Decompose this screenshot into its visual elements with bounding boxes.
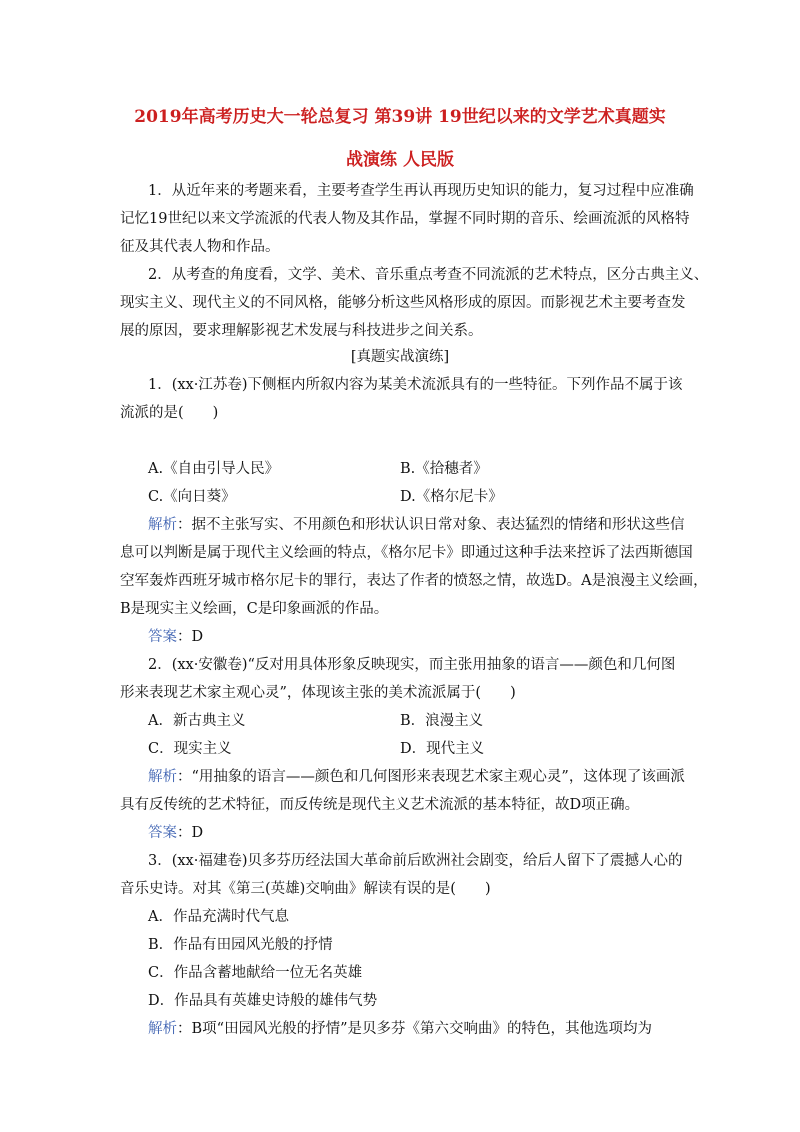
option-d: D．作品具有英雄史诗般的雄伟气势 (148, 993, 378, 1009)
analysis-label: 解析 (148, 1021, 177, 1037)
analysis-text: ：B项“田园风光般的抒情”是贝多芬《第六交响曲》的特色，其他选项均为 (177, 1021, 652, 1037)
answer-line (148, 824, 203, 842)
section-header: [真题实战演练] (350, 349, 450, 365)
option-b: B.《拾穗者》 (400, 461, 488, 477)
question-stem: 音乐史诗。对其《第三(英雄)交响曲》解读有误的是( ) (120, 881, 491, 897)
question-stem: 2．(xx·安徽卷)“反对用具体形象反映现实，而主张用抽象的语言——颜色和几何图 (148, 657, 676, 673)
answer-line (148, 628, 203, 646)
option-b: B．浪漫主义 (400, 713, 484, 729)
question-stem: 形来表现艺术家主观心灵”，体现该主张的美术流派属于( ) (120, 685, 516, 701)
option-b: B．作品有田园风光般的抒情 (148, 937, 333, 953)
answer-text: ：D (177, 629, 204, 645)
intro-line: 2．从考查的角度看，文学、美术、音乐重点考查不同流派的艺术特点，区分古典主义、 (148, 267, 709, 283)
intro-line: 现实主义、现代主义的不同风格，能够分析这些风格形成的原因。而影视艺术主要考查发 (120, 295, 686, 311)
intro-line: 1．从近年来的考题来看，主要考查学生再认再现历史知识的能力，复习过程中应准确 (148, 183, 694, 199)
question-stem: 3．(xx·福建卷)贝多芬历经法国大革命前后欧洲社会剧变，给后人留下了震撼人心的 (148, 853, 683, 869)
question-stem: 1．(xx·江苏卷)下侧框内所叙内容为某美术流派具有的一些特征。下列作品不属于该 (148, 377, 683, 393)
analysis-line (148, 1020, 652, 1038)
option-c: C．现实主义 (148, 741, 232, 757)
option-a: A．新古典主义 (148, 713, 246, 729)
answer-label: 答案 (148, 629, 177, 645)
answer-text: ：D (177, 825, 204, 841)
option-d: D.《格尔尼卡》 (400, 489, 503, 505)
analysis-line: B是现实主义绘画，C是印象画派的作品。 (120, 601, 389, 617)
answer-label: 答案 (148, 825, 177, 841)
intro-line: 记忆19世纪以来文学流派的代表人物及其作品，掌握不同时期的音乐、绘画流派的风格特 (120, 211, 690, 227)
analysis-line: 息可以判断是属于现代主义绘画的特点，《格尔尼卡》即通过这种手法来控诉了法西斯德国 (120, 545, 693, 561)
analysis-text: ：据不主张写实、不用颜色和形状认识日常对象、表达猛烈的情绪和形状这些信 (177, 517, 685, 533)
option-c: C.《向日葵》 (148, 489, 236, 505)
option-a: A.《自由引导人民》 (148, 461, 280, 477)
option-d: D．现代主义 (400, 741, 485, 757)
analysis-line (148, 516, 685, 534)
analysis-label: 解析 (148, 769, 177, 785)
title-line-2: 战演练 人民版 (346, 150, 454, 170)
analysis-line (148, 768, 685, 786)
intro-line: 征及其代表人物和作品。 (120, 239, 280, 255)
title-line-1: 2019年高考历史大一轮总复习 第39讲 19世纪以来的文学艺术真题实 (134, 107, 666, 127)
intro-line: 展的原因，要求理解影视艺术发展与科技进步之间关系。 (120, 323, 483, 339)
analysis-line: 具有反传统的艺术特征，而反传统是现代主义艺术流派的基本特征，故D项正确。 (120, 797, 640, 813)
analysis-line: 空军轰炸西班牙城市格尔尼卡的罪行，表达了作者的愤怒之情，故选D。A是浪漫主义绘画， (120, 573, 708, 589)
analysis-label: 解析 (148, 517, 177, 533)
option-a: A．作品充满时代气息 (148, 909, 289, 925)
analysis-text: ：“用抽象的语言——颜色和几何图形来表现艺术家主观心灵”，这体现了该画派 (177, 769, 685, 785)
option-c: C．作品含蓄地献给一位无名英雄 (148, 965, 363, 981)
question-stem: 流派的是( ) (120, 405, 219, 421)
